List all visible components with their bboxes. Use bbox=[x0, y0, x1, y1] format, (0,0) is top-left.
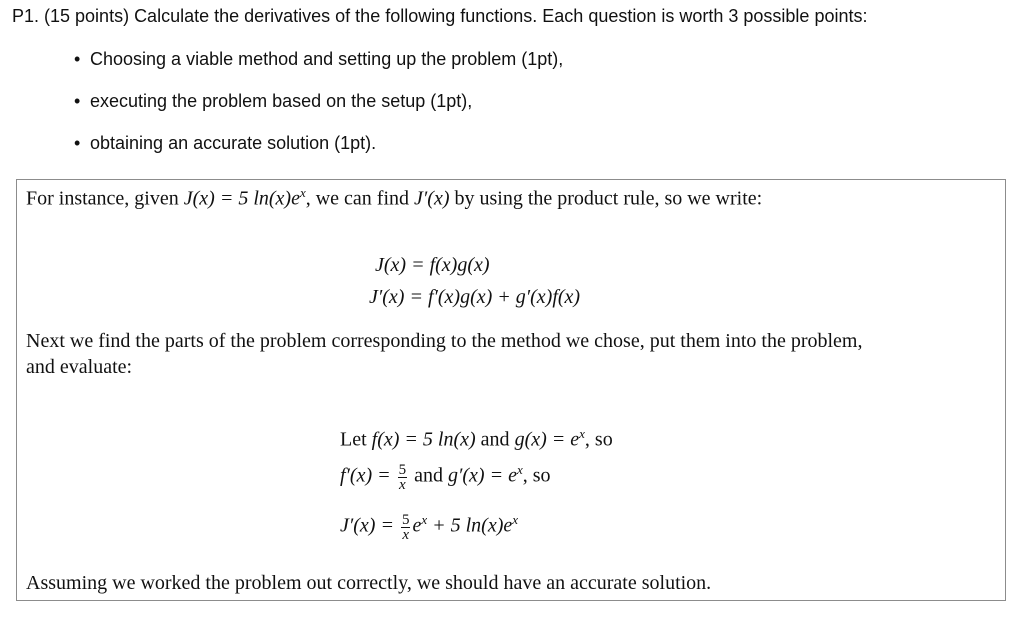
criterion-item bbox=[74, 132, 563, 174]
criterion-text: executing the problem based on the setup (1pt), bbox=[90, 91, 473, 111]
bullet-icon: • bbox=[74, 91, 81, 111]
example-intro: For instance, given J(x) = 5 $\ln(x)e^x$, we can find J′(x) by using the product rule, so we write: bbox=[26, 185, 763, 210]
criterion-text: obtaining an accurate solution (1pt). bbox=[90, 133, 377, 153]
criterion-item bbox=[74, 48, 563, 90]
conclusion-text: Assuming we worked the problem out correctly, we should have an accurate solution. bbox=[26, 572, 712, 594]
criterion-item bbox=[74, 90, 563, 132]
jprime-line: J′(x) = $\frac{5}{x}$ $e^x + 5$ $\ln(x)e^x$ bbox=[340, 511, 519, 543]
fprime-line: f′(x) = $\frac{5}{x}$ and $g'(x) = e^x$, so bbox=[340, 461, 551, 493]
bullet-icon: • bbox=[74, 133, 81, 153]
grading-criteria-list bbox=[74, 48, 563, 174]
product-rule-eq2: J′(x) = f′(x)g(x) + g′(x)f(x) bbox=[369, 286, 581, 308]
let-line: Let f(x) = 5 ln(x) and $g(x) = e^x$, so bbox=[340, 426, 613, 451]
product-rule-eq1: J(x) = f(x)g(x) bbox=[375, 254, 490, 276]
problem-header: P1. (15 points) Calculate the derivatives of the following functions. Each question is worth 3 possible points: bbox=[12, 6, 868, 26]
next-step-line1: Next we find the parts of the problem corresponding to the method we chose, put them into the problem, bbox=[26, 330, 863, 352]
example-box bbox=[16, 179, 1006, 601]
bullet-icon: • bbox=[74, 49, 81, 69]
next-step-line2: and evaluate: bbox=[26, 356, 133, 378]
fraction: $\frac{5}{x}$ bbox=[401, 511, 410, 543]
criterion-text: Choosing a viable method and setting up the problem (1pt), bbox=[90, 49, 564, 69]
fraction: $\frac{5}{x}$ bbox=[398, 461, 407, 493]
